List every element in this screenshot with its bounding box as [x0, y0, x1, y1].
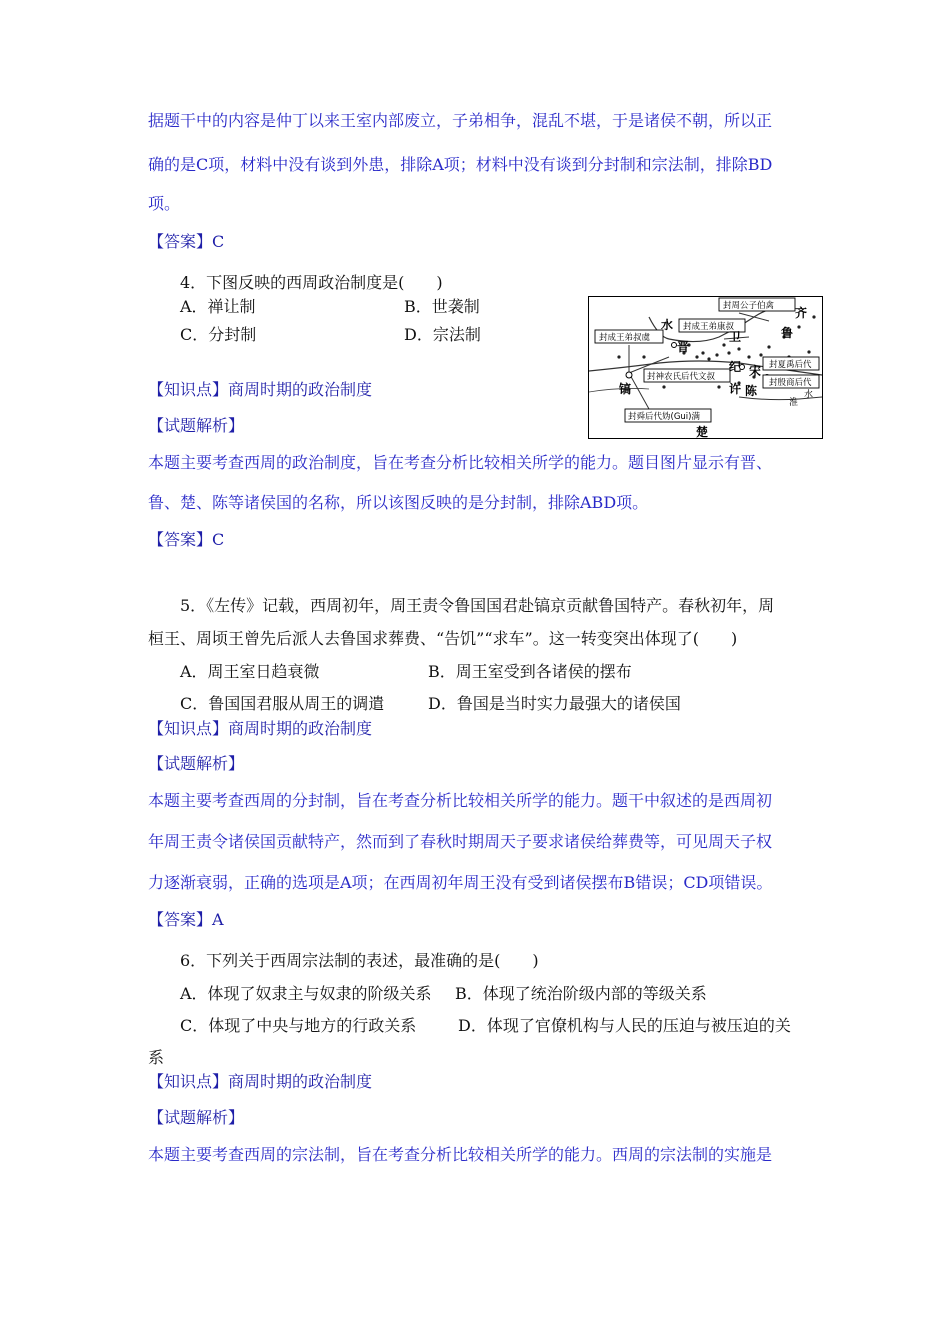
text-line-q5D: D．鲁国是当时实力最强大的诸侯国	[428, 694, 681, 713]
text-line-p1a: 据题干中的内容是仲丁以来王室内部废立，子弟相争，混乱不堪，于是诸侯不朝，所以正	[148, 111, 773, 130]
text-line-q4b: B．世袭制	[404, 297, 480, 316]
text-line-ans4: 【答案】C	[148, 530, 225, 549]
text-line-q5C: C．鲁国国君服从周王的调遣	[180, 694, 385, 713]
text-line-kp6: 【知识点】商周时期的政治制度	[148, 1072, 373, 1091]
text-line-q6C: C．体现了中央与地方的行政关系	[180, 1016, 417, 1035]
map-label-chu: 楚	[696, 425, 709, 438]
text-line-q6: 6．下列关于西周宗法制的表述，最准确的是( )	[180, 951, 539, 970]
map-label-song: 宋	[749, 364, 762, 378]
map-label-jin: 晋	[677, 340, 690, 354]
text-line-ans5: 【答案】A	[148, 910, 224, 929]
text-line-q4a: A．禅让制	[180, 297, 256, 316]
text-line-e5c: 力逐渐衰弱，正确的选项是A项；在西周初年周王没有受到诸侯摆布B错误；CD项错误。	[148, 873, 773, 892]
text-line-an6: 【试题解析】	[148, 1108, 245, 1127]
text-line-e4a: 本题主要考查西周的政治制度，旨在考查分析比较相关所学的能力。题目图片显示有晋、	[148, 453, 773, 472]
text-line-p1c: 项。	[148, 194, 181, 213]
map-label-shui2: 水	[804, 390, 814, 400]
text-line-q6D: D．体现了官僚机构与人民的压迫与被压迫的关	[458, 1016, 791, 1035]
text-line-ans1: 【答案】C	[148, 232, 225, 251]
map-label-xia-box: 封夏禹后代	[769, 360, 812, 370]
map-label-shun-box: 封舜后代妫(Gui)满	[628, 412, 700, 422]
text-line-e6a: 本题主要考查西周的宗法制，旨在考查分析比较相关所学的能力。西周的宗法制的实施是	[148, 1145, 773, 1164]
text-line-kp4: 【知识点】商周时期的政治制度	[148, 380, 373, 399]
map-label-huai: 淮	[789, 398, 799, 408]
text-line-q6A: A．体现了奴隶主与奴隶的阶级关系	[180, 984, 432, 1003]
map-label-xu: 许	[729, 382, 742, 396]
text-line-q5B: B．周王室受到各诸侯的摆布	[428, 662, 632, 681]
map-label-qi-box: 封周公子伯禽	[723, 301, 775, 311]
map-label-qi: 齐	[795, 306, 808, 320]
text-line-q5a: 5．《左传》记载，西周初年，周王责令鲁国国君赴镐京贡献鲁国特产。春秋初年，周	[180, 596, 775, 615]
text-line-kp5: 【知识点】商周时期的政治制度	[148, 719, 373, 738]
western-zhou-fief-map	[588, 296, 823, 439]
text-line-q6B: B．体现了统治阶级内部的等级关系	[455, 984, 707, 1003]
map-label-lu: 鲁	[781, 326, 794, 340]
text-line-q6De: 系	[148, 1048, 165, 1067]
map-label-shang-box: 封殷商后代	[769, 378, 812, 388]
map-label-hao: 镐	[619, 382, 632, 396]
text-line-an4: 【试题解析】	[148, 416, 245, 435]
map-label-shennong-box: 封神农氏后代文叔	[647, 372, 716, 382]
map-label-wei: 卫	[729, 330, 742, 344]
text-line-q5b: 桓王、周顷王曾先后派人去鲁国求葬费、“告饥”“求车”。这一转变突出体现了( )	[148, 629, 738, 648]
text-line-q5A: A．周王室日趋衰微	[180, 662, 320, 681]
text-line-e4b: 鲁、楚、陈等诸侯国的名称，所以该图反映的是分封制，排除ABD项。	[148, 493, 649, 512]
map-label-shui: 水	[661, 318, 674, 332]
text-line-q4c: C．分封制	[180, 325, 257, 344]
text-line-q4d: D．宗法制	[404, 325, 481, 344]
text-line-e5a: 本题主要考查西周的分封制，旨在考查分析比较相关所学的能力。题干中叙述的是西周初	[148, 791, 773, 810]
map-label-jin-box: 封成王弟叔虞	[599, 333, 651, 343]
map-label-chen: 陈	[745, 384, 758, 398]
text-line-q4: 4．下图反映的西周政治制度是( )	[180, 273, 443, 292]
text-line-p1b: 确的是C项，材料中没有谈到外患，排除A项；材料中没有谈到分封制和宗法制，排除BD	[148, 155, 773, 174]
text-line-an5: 【试题解析】	[148, 754, 245, 773]
map-label-wei-box: 封成王弟康叔	[683, 322, 735, 332]
map-label-ji: 纪	[729, 360, 742, 374]
text-line-e5b: 年周王责令诸侯国贡献特产，然而到了春秋时期周天子要求诸侯给葬费等，可见周天子权	[148, 832, 773, 851]
